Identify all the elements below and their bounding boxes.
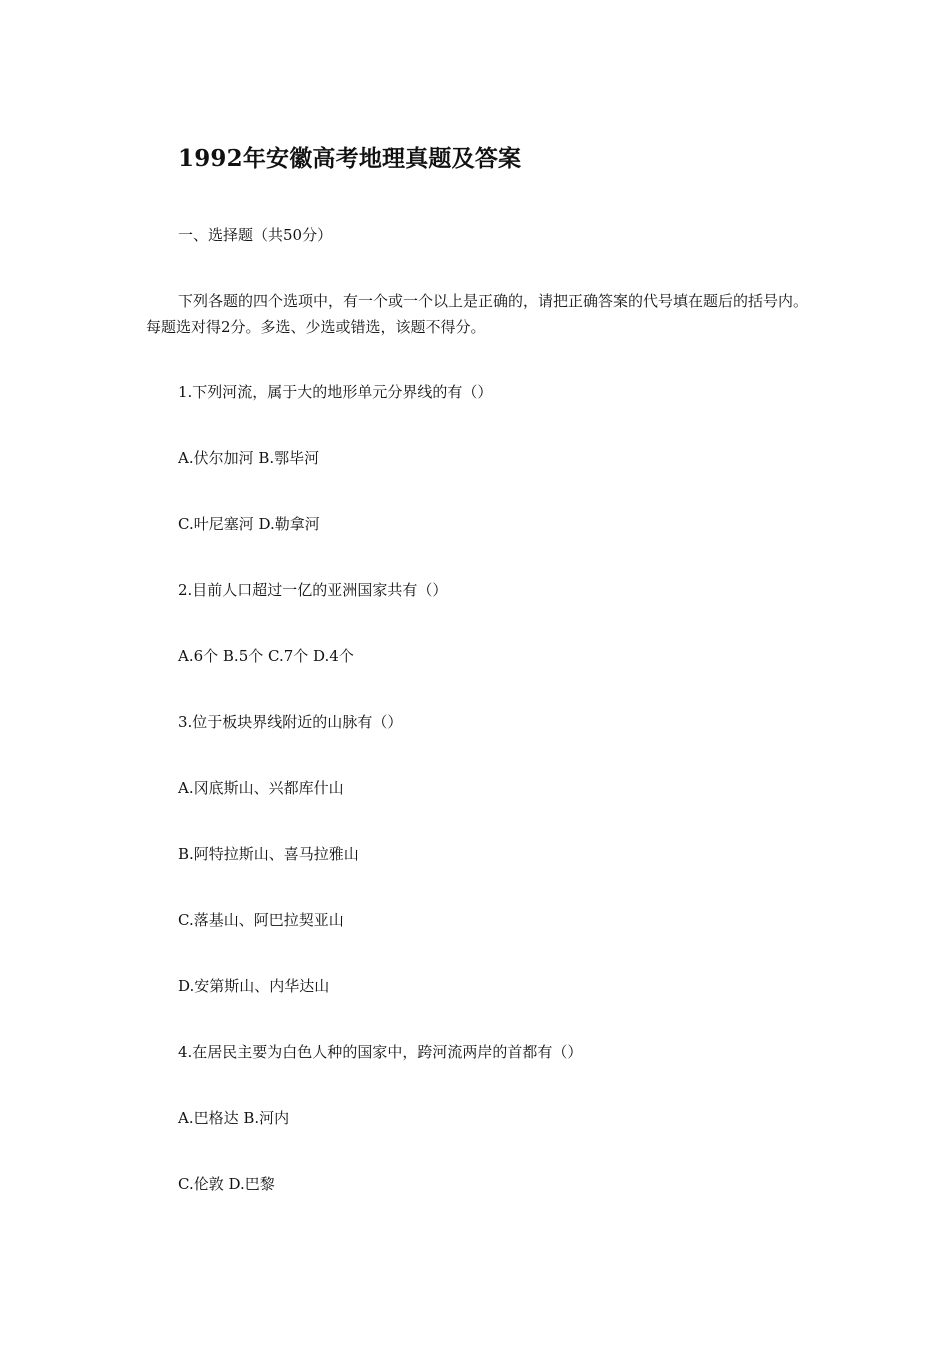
question-2-options: A.6个 B.5个 C.7个 D.4个 (178, 647, 354, 665)
question-3-option-c: C.落基山、阿巴拉契亚山 (178, 911, 344, 929)
question-1-options-ab: A.伏尔加河 B.鄂毕河 (178, 449, 320, 467)
question-3-option-a: A.冈底斯山、兴都库什山 (178, 779, 344, 797)
question-2: 2.目前人口超过一亿的亚洲国家共有（） (178, 581, 448, 599)
question-4: 4.在居民主要为白色人种的国家中，跨河流两岸的首都有（） (178, 1043, 583, 1061)
question-3: 3.位于板块界线附近的山脉有（） (178, 713, 403, 731)
question-3-option-d: D.安第斯山、内华达山 (178, 977, 330, 995)
question-1: 1.下列河流，属于大的地形单元分界线的有（） (178, 383, 493, 401)
instructions-paragraph: 下列各题的四个选项中，有一个或一个以上是正确的，请把正确答案的代号填在题后的括号内。每题选对得2分。多选、少选或错选，该题不得分。 (146, 292, 809, 336)
document-title: 1992年安徽高考地理真题及答案 (178, 145, 522, 172)
question-1-options-cd: C.叶尼塞河 D.勒拿河 (178, 515, 320, 533)
section-heading: 一、选择题（共50分） (178, 226, 333, 244)
question-3-option-b: B.阿特拉斯山、喜马拉雅山 (178, 845, 359, 863)
question-4-options-cd: C.伦敦 D.巴黎 (178, 1175, 275, 1193)
question-4-options-ab: A.巴格达 B.河内 (178, 1109, 290, 1127)
